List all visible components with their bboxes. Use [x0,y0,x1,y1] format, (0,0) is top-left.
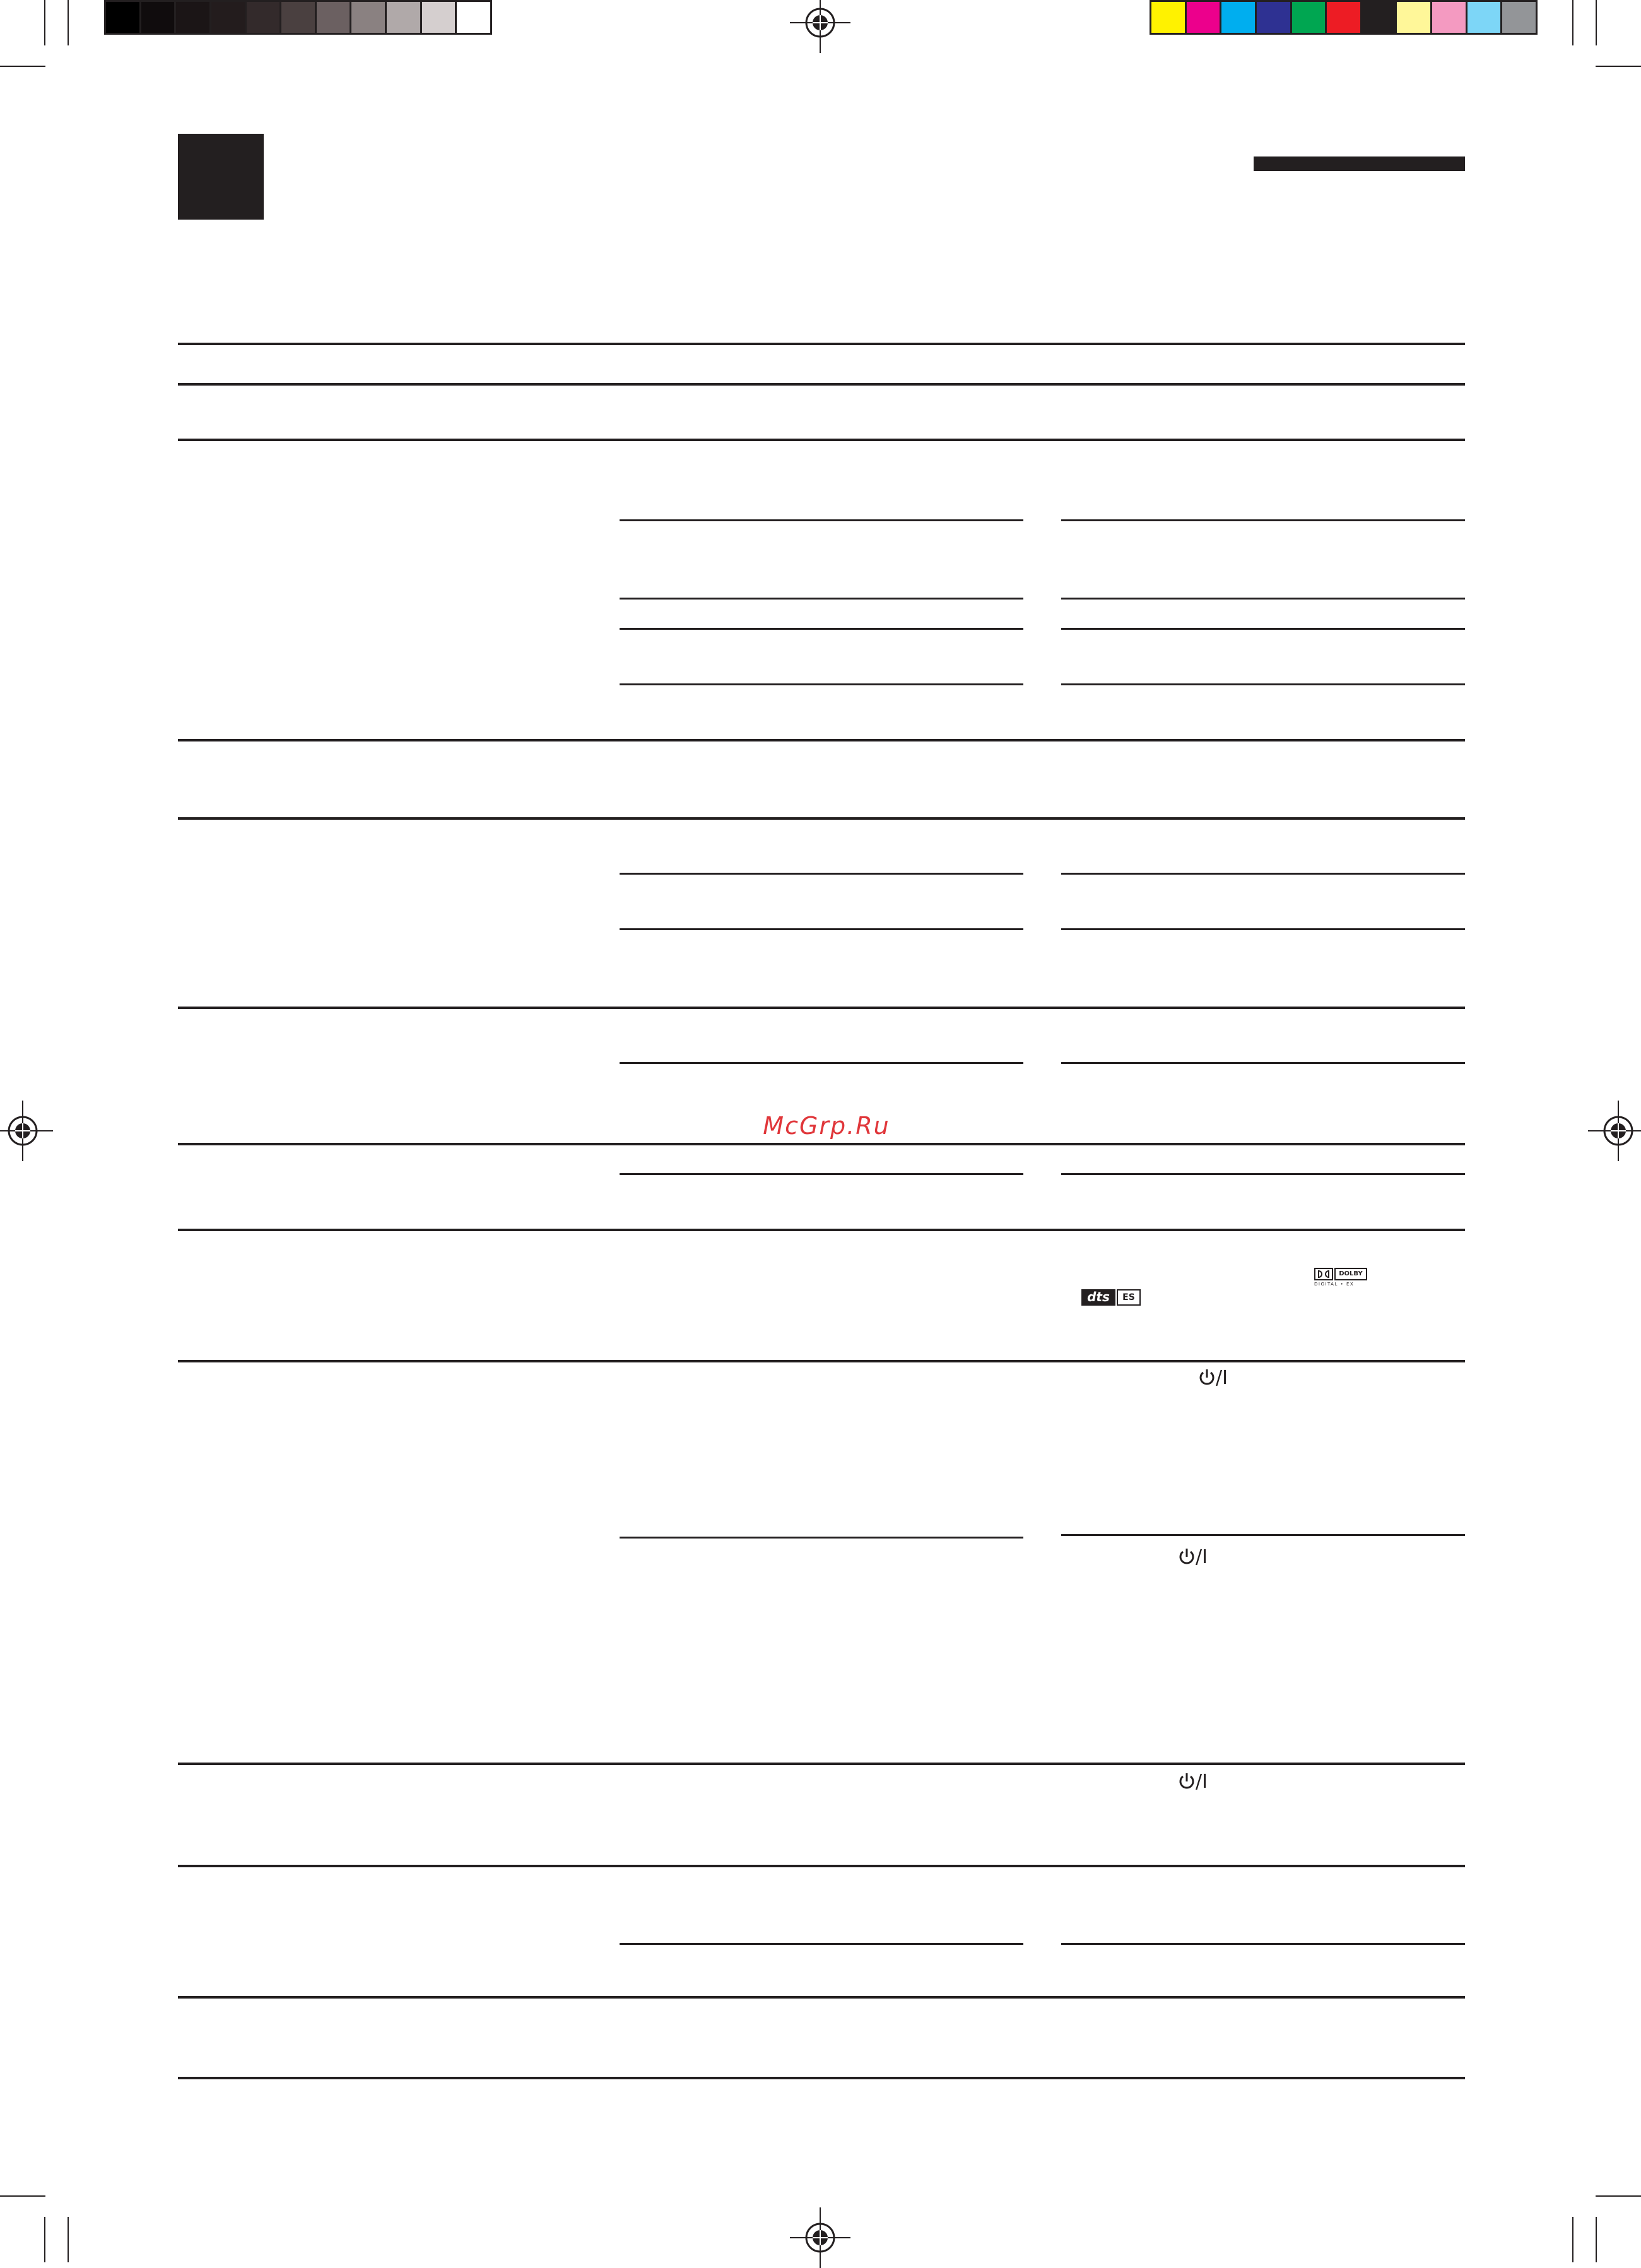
watermark: McGrp.Ru [763,1112,890,1140]
color-swatch [1257,2,1292,33]
gray-swatch [317,2,352,33]
power-standby-icon [1178,1547,1196,1566]
gray-swatch [211,2,247,33]
column-rule-middle [620,1062,1023,1064]
gray-swatch [106,2,141,33]
table-rule [178,739,1465,741]
table-rule [178,817,1465,820]
power-label: /I [1196,1771,1208,1793]
dts-es-logo [1081,1289,1141,1306]
registration-mark-top [790,0,850,53]
column-rule-middle [620,1537,1023,1539]
table-rule [178,1763,1465,1765]
color-swatch [1151,2,1187,33]
column-rule-right [1061,1943,1465,1945]
crop-mark [44,2217,45,2262]
gray-swatch [281,2,317,33]
table-rule [178,383,1465,386]
registration-mark-right [1588,1101,1641,1161]
column-rule-middle [620,519,1023,521]
crop-mark [44,0,45,45]
table-rule [178,1143,1465,1145]
column-rule-right [1061,598,1465,599]
column-rule-middle [620,928,1023,930]
power-symbol [1178,1546,1208,1568]
section-tab-block [178,134,264,220]
column-rule-right [1061,628,1465,630]
header-bar [1254,157,1465,171]
crop-mark [1596,2195,1641,2197]
column-rule-right [1061,873,1465,875]
column-rule-right [1061,1173,1465,1175]
column-rule-middle [620,598,1023,599]
crop-mark [1572,0,1573,45]
table-rule [178,343,1465,345]
column-rule-right [1061,519,1465,521]
power-symbol [1178,1771,1208,1793]
table-rule [178,1996,1465,1999]
power-label: /I [1196,1546,1208,1568]
column-rule-right [1061,683,1465,685]
column-rule-middle [620,1173,1023,1175]
crop-mark [1596,0,1597,45]
table-rule [178,1007,1465,1009]
crop-mark [0,66,45,67]
gray-swatch [351,2,387,33]
gray-swatch [141,2,177,33]
color-swatch [1362,2,1397,33]
color-swatch [1397,2,1432,33]
column-rule-right [1061,1534,1465,1536]
color-swatch [1432,2,1467,33]
table-rule [178,2077,1465,2079]
column-rule-middle [620,873,1023,875]
dolby-digital-ex-logo [1314,1268,1368,1289]
power-label: /I [1216,1367,1228,1389]
power-standby-icon [1198,1368,1216,1387]
dts-es-text: ES [1117,1289,1141,1306]
color-swatch [1467,2,1503,33]
crop-mark [0,2195,45,2197]
crop-mark [68,2217,69,2262]
crop-mark [1596,2217,1597,2262]
color-swatch [1292,2,1327,33]
crop-mark [1572,2217,1573,2262]
table-rule [178,1865,1465,1867]
color-swatch [1187,2,1222,33]
color-swatch [1502,2,1536,33]
table-rule [178,439,1465,441]
gray-calibration-bar [104,0,492,35]
color-calibration-bar [1150,0,1538,35]
registration-mark-bottom [790,2207,850,2268]
dolby-logo-subtext: DIGITAL • EX [1314,1282,1355,1287]
gray-swatch [247,2,282,33]
column-rule-middle [620,683,1023,685]
power-standby-icon [1178,1772,1196,1791]
gray-swatch [457,2,490,33]
gray-swatch [387,2,422,33]
crop-mark [68,0,69,45]
power-symbol [1198,1367,1228,1389]
color-swatch [1221,2,1257,33]
dolby-logo-text: DOLBY [1334,1268,1367,1280]
table-rule [178,1360,1465,1362]
table-rule [178,1229,1465,1231]
gray-swatch [176,2,211,33]
color-swatch [1327,2,1362,33]
column-rule-middle [620,1943,1023,1945]
gray-swatch [422,2,457,33]
column-rule-right [1061,928,1465,930]
crop-mark [1596,66,1641,67]
dts-logo-text: dts [1081,1289,1115,1306]
column-rule-middle [620,628,1023,630]
column-rule-right [1061,1062,1465,1064]
registration-mark-left [0,1101,53,1161]
